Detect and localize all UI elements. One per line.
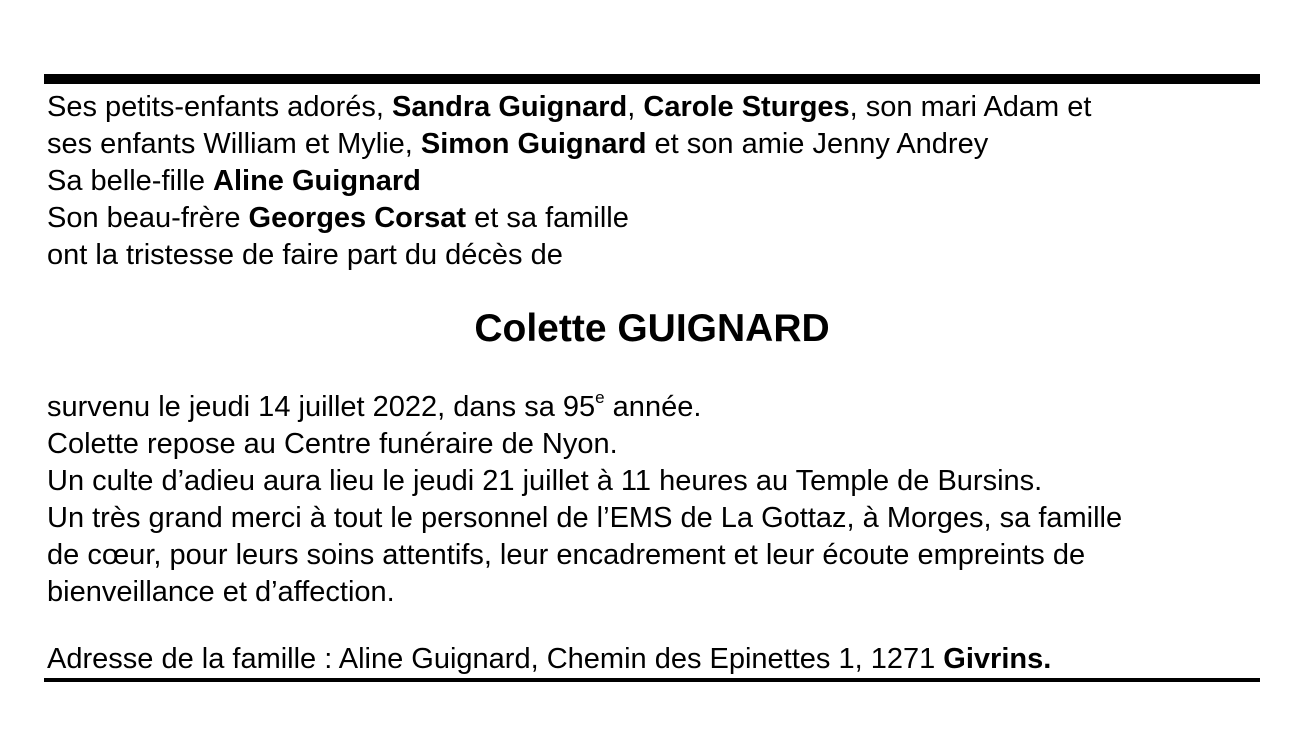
family-address [47, 641, 1051, 678]
address-text: Adresse de la famille : Aline Guignard, Chemin des Epinettes 1, 1271 [47, 643, 944, 675]
intro-text: Son beau-frère [47, 202, 249, 234]
intro-line-3 [47, 163, 1091, 200]
intro-text: ses enfants William et Mylie, [47, 128, 421, 160]
body-line-2: Colette repose au Centre funéraire de Nyon. [47, 428, 618, 460]
intro-line-4 [47, 200, 1091, 237]
intro-paragraph [47, 89, 1091, 274]
intro-text: , son mari Adam et [849, 91, 1092, 123]
intro-text: et son amie Jenny Andrey [646, 128, 989, 160]
body-line-3: Un culte d’adieu aura lieu le jeudi 21 juillet à 11 heures au Temple de Bursins. [47, 465, 1043, 497]
deceased-name: Colette GUIGNARD [474, 307, 830, 350]
death-notice [44, 0, 1260, 748]
intro-line-2 [47, 126, 1091, 163]
intro-line-1 [47, 89, 1091, 126]
family-name: Aline Guignard [213, 165, 421, 197]
intro-text: Sa belle-fille [47, 165, 214, 197]
intro-line-5: ont la tristesse de faire part du décès de [47, 239, 563, 271]
body-text: survenu le jeudi 14 juillet 2022, dans sa 95 [47, 391, 596, 423]
body-paragraph [47, 389, 1122, 611]
body-line-6: bienveillance et d’affection. [47, 576, 395, 608]
intro-text: Ses petits-enfants adorés, [47, 91, 392, 123]
top-rule [44, 74, 1260, 84]
family-name: Carole Sturges [643, 91, 850, 123]
body-line-4: Un très grand merci à tout le personnel de l’EMS de La Gottaz, à Morges, sa famille [47, 502, 1123, 534]
family-name: Georges Corsat [248, 202, 467, 234]
body-text: année. [604, 391, 702, 423]
address-town: Givrins. [943, 643, 1052, 675]
family-name: Simon Guignard [420, 128, 647, 160]
intro-text: et sa famille [466, 202, 629, 234]
body-line-5: de cœur, pour leurs soins attentifs, leur encadrement et leur écoute empreints de [47, 539, 1086, 571]
bottom-rule [44, 678, 1260, 682]
intro-text: , [627, 91, 644, 123]
body-line-1 [47, 389, 1122, 426]
ordinal-suffix: e [595, 388, 605, 408]
family-name: Sandra Guignard [391, 91, 628, 123]
